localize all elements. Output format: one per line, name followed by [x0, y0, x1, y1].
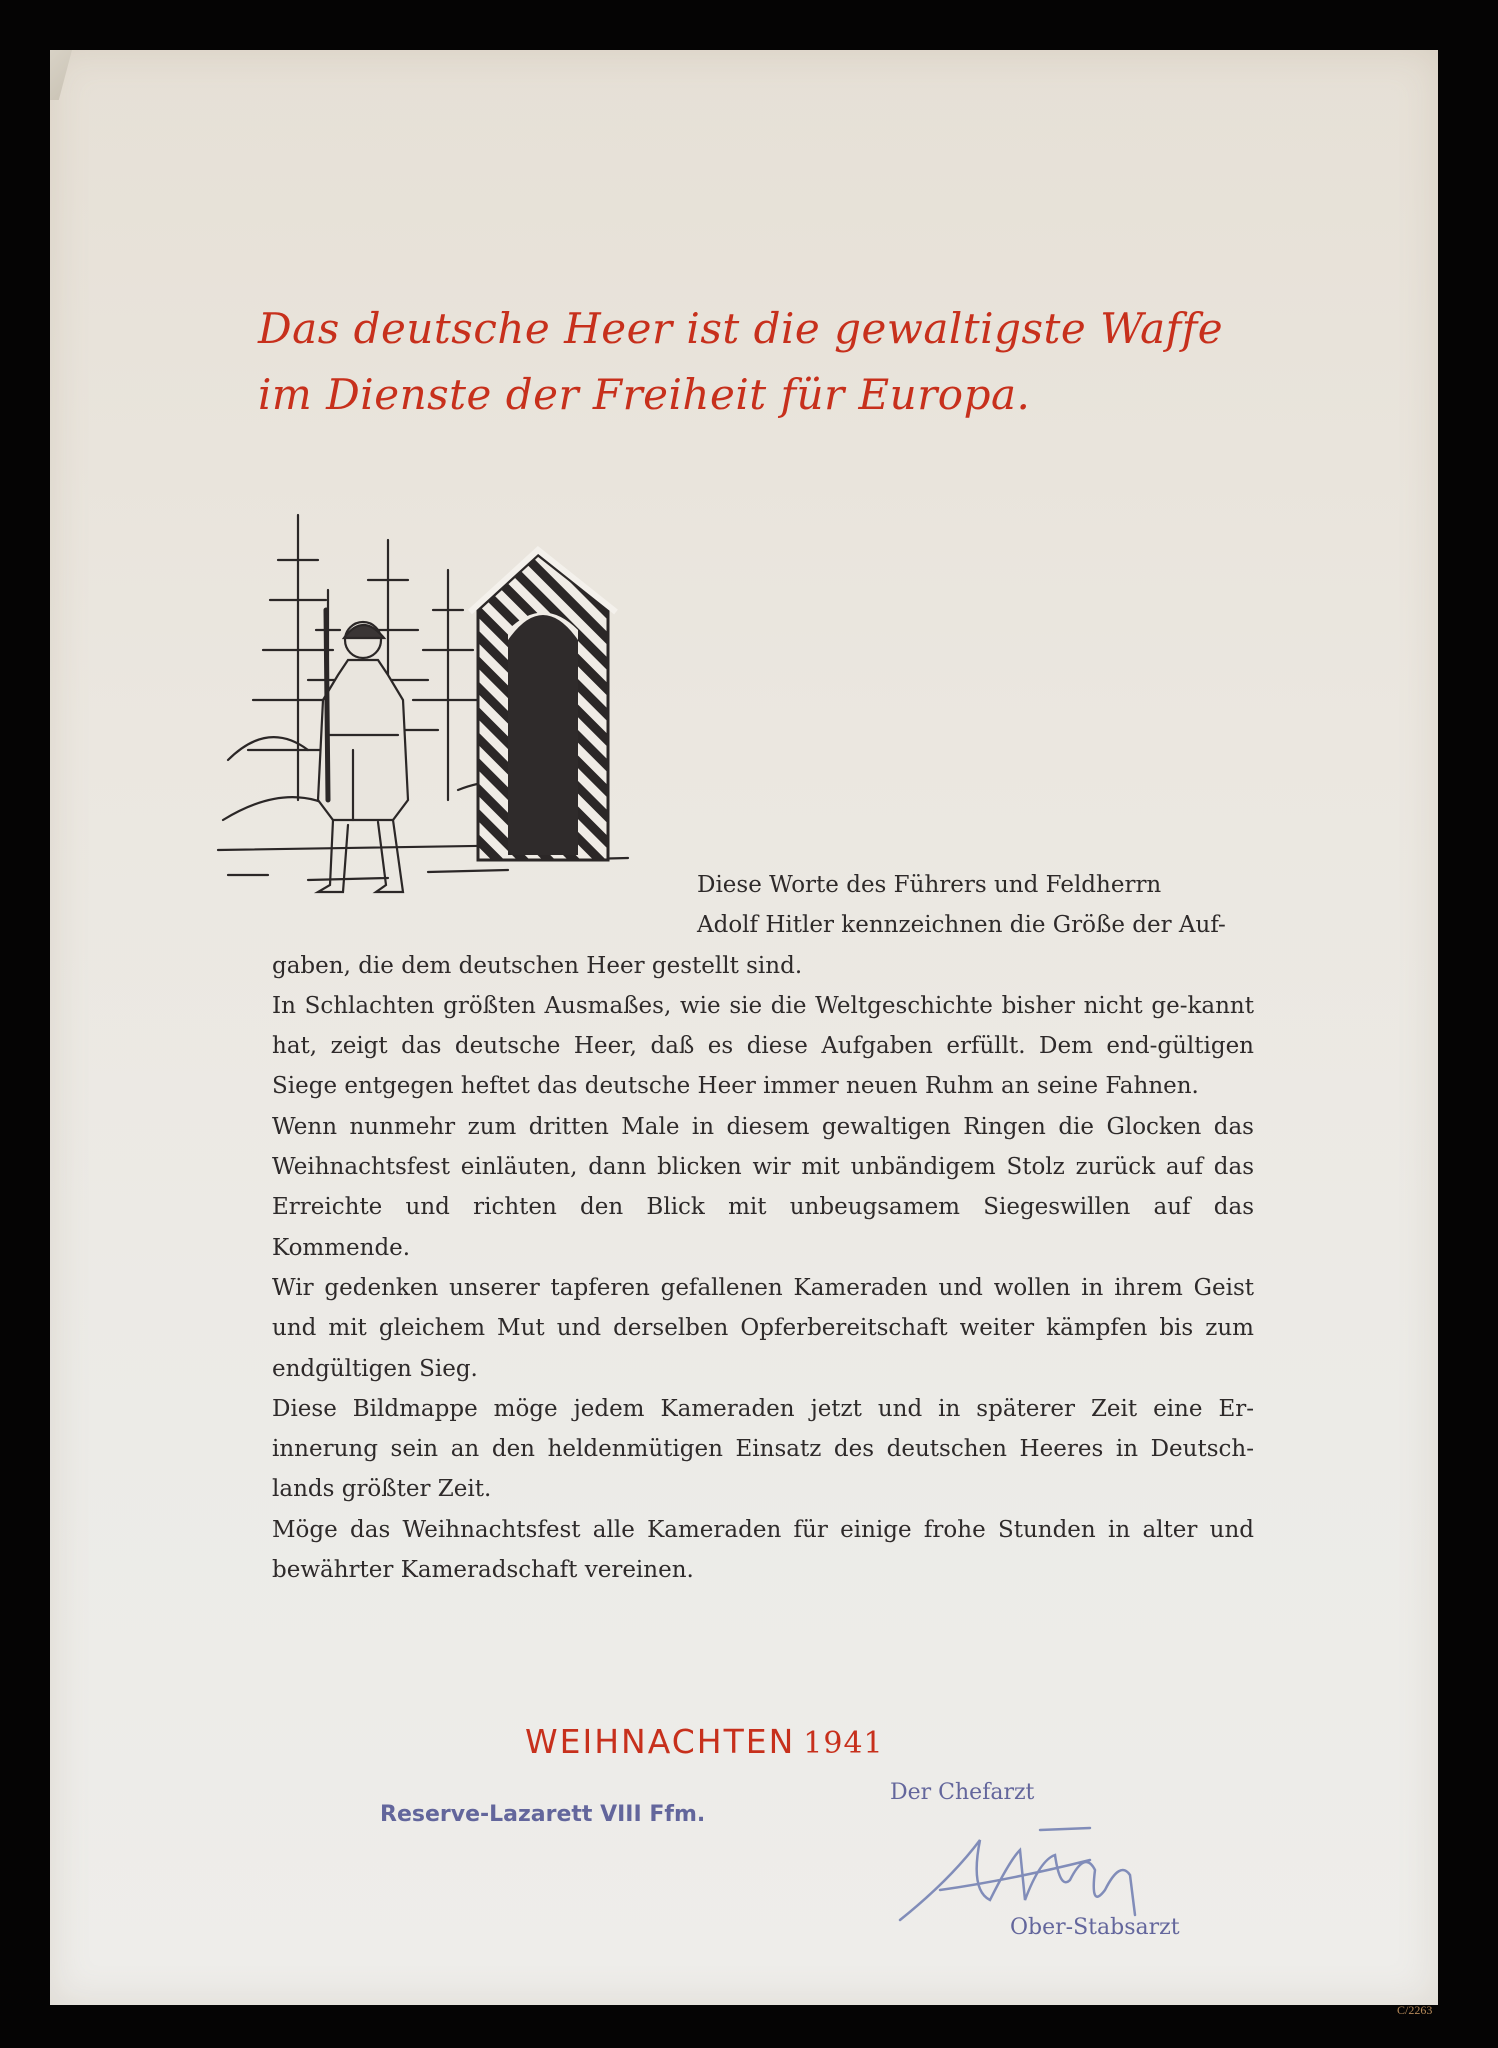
unit-stamp: Reserve-Lazarett VIII Ffm. [380, 1802, 706, 1827]
paragraph-4: Wir gedenken unserer tapferen gefallenen Kameraden und wollen in ihrem Geist und mit gleichem Mut und derselben Opferbereitschaft weiter kämpfen bis zum endgültigen Sieg. [272, 1274, 1254, 1382]
signer-title-stamp: Der Chefarzt [890, 1780, 1035, 1805]
headline [258, 296, 1258, 428]
paragraph-3: Wenn nunmehr zum dritten Male in diesem gewaltigen Ringen die Glocken das Weihnachtsfest einläuten, dann blicken wir mit unbändigem Stolz zurück auf das Erreichte und richten den Blick mit unbeugsamem Siegeswillen auf das Kommende. [272, 1113, 1254, 1261]
paragraph-1-line-1: Diese Worte des Führers und Feldherrn [697, 872, 1162, 898]
christmas-label: WEIHNACHTEN [525, 1722, 796, 1761]
headline-line-2: im Dienste der Freiheit für Europa. [258, 370, 1031, 419]
paragraph-5: Diese Bildmappe möge jedem Kameraden jetzt und in späterer Zeit eine Er-innerung sein an den heldenmütigen Einsatz des deutschen Heeres in Deutsch-lands größter Zeit. [272, 1395, 1254, 1503]
sentry-illustration-icon [208, 500, 648, 920]
paragraph-1 [272, 865, 1254, 986]
body-text [272, 865, 1254, 1590]
christmas-title [525, 1722, 884, 1761]
paragraph-2: In Schlachten größten Ausmaßes, wie sie die Weltgeschichte bisher nicht ge-kannt hat, zeigt das deutsche Heer, daß es diese Aufgaben erfüllt. Dem end-gültigen Siege entgegen heftet das deutsche Heer immer neuen Ruhm an seine Fahnen. [272, 992, 1254, 1100]
document-sheet [50, 50, 1438, 2017]
headline-line-1: Das deutsche Heer ist die gewaltigste Waffe [258, 304, 1224, 353]
paragraph-1-line-2: Adolf Hitler kennzeichnen die Größe der Auf- [697, 912, 1226, 939]
paragraph-6: Möge das Weihnachtsfest alle Kameraden für einige frohe Stunden in alter und bewährter Kameradschaft vereinen. [272, 1516, 1254, 1584]
catalog-number: C/2263 [1397, 2003, 1433, 2017]
year-label: 1941 [803, 1726, 884, 1761]
folded-corner [50, 50, 72, 100]
signer-rank-stamp: Ober-Stabsarzt [1010, 1915, 1180, 1940]
paragraph-1-rest: gaben, die dem deutschen Heer gestellt sind. [272, 952, 803, 979]
